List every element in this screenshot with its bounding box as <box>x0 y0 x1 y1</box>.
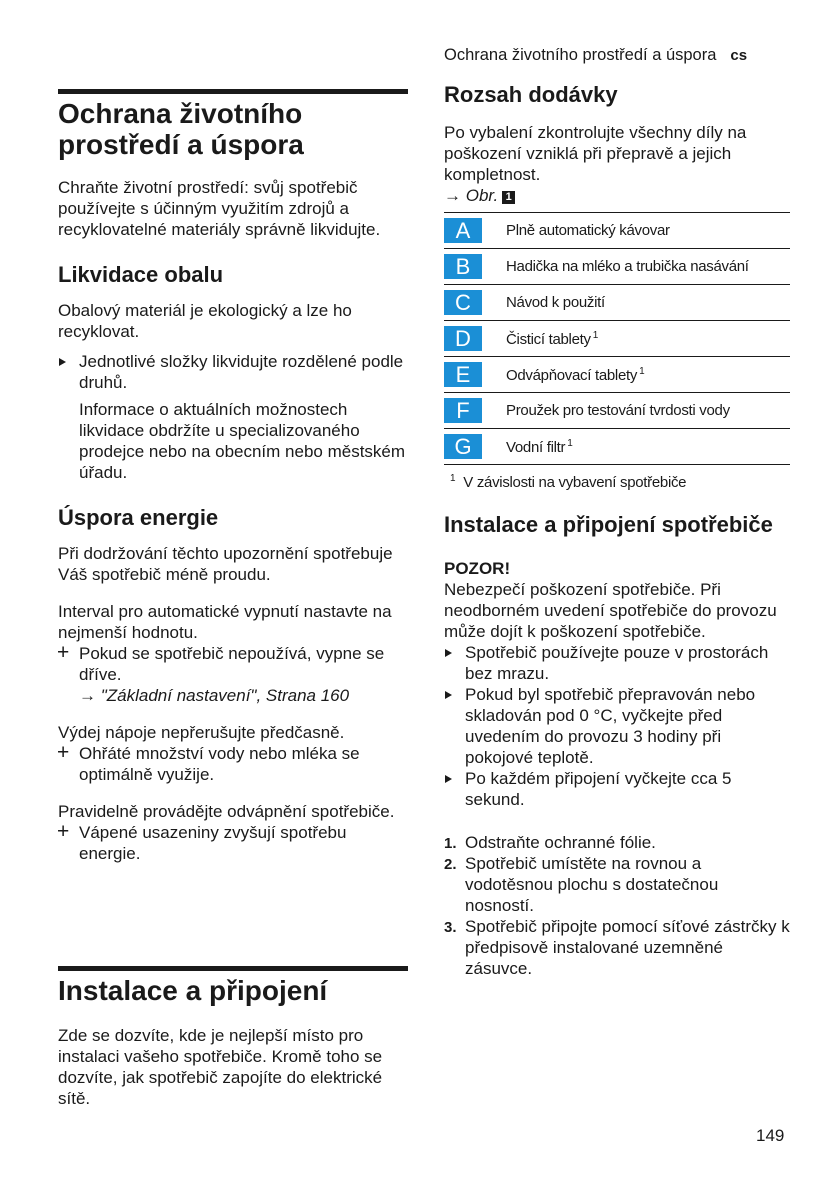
part-description: Plně automatický kávovar <box>506 222 670 239</box>
energy-tip-3: Pravidelně provádějte odvápnění spotřebiče. <box>58 802 395 821</box>
plus-icon: + <box>57 641 70 664</box>
subsection-title-install-connect: Instalace a připojení spotřebiče <box>444 512 773 537</box>
part-footnote-mark: 1 <box>567 437 573 449</box>
part-letter-badge: D <box>444 326 482 351</box>
language-code: cs <box>730 47 748 64</box>
part-description: Vodní filtr <box>506 438 566 456</box>
footnote: $^1$ V závislosti na vybavení spotřebiče <box>450 473 687 491</box>
warning-title: POZOR! <box>444 559 511 578</box>
warning-step: Po každém připojení vyčkejte cca 5 sekund. <box>444 768 790 810</box>
warning-step: Pokud byl spotřebič přepravován nebo skladován pod 0 °C, vyčkejte před uvedením do provozu 3 hodiny při pokojové teplotě. <box>444 684 790 768</box>
install-step: 1. Odstraňte ochranné fólie. <box>444 833 656 852</box>
energy-tip-2: Výdej nápoje nepřerušujte předčasně. <box>58 723 345 742</box>
packaging-step-note: Informace o aktuálních možnostech likvidace obdržíte u specializovaného prodejce nebo na obecním nebo městském úřadu. <box>79 400 406 482</box>
triangle-bullet-icon <box>445 649 452 657</box>
parts-row <box>444 357 790 393</box>
part-letter-badge: E <box>444 362 482 387</box>
parts-table <box>444 212 790 465</box>
energy-tip-2-result: + Ohřáté množství vody nebo mléka se optimálně využije. <box>57 741 360 784</box>
part-description: Návod k použití <box>506 294 605 311</box>
energy-text: Při dodržování těchto upozornění spotřebuje Váš spotřebič méně proudu. <box>58 544 393 584</box>
left-column <box>58 89 408 864</box>
energy-tip-1-reference[interactable]: → "Základní nastavení", Strana 160 <box>79 686 350 705</box>
right-column <box>444 82 790 491</box>
parts-row <box>444 285 790 321</box>
part-letter-badge: A <box>444 218 482 243</box>
part-description: Proužek pro testování tvrdosti vody <box>506 402 730 419</box>
plus-icon: + <box>57 820 70 843</box>
section-rule <box>58 89 408 94</box>
warning-step: Spotřebič používejte pouze v prostorách bez mrazu. <box>444 642 790 684</box>
running-header <box>444 46 747 65</box>
part-description: Odvápňovací tablety <box>506 366 638 384</box>
section-title-environment: Ochrana životního prostředí a úspora <box>58 98 304 160</box>
running-header-title: Ochrana životního prostředí a úspora <box>444 46 717 64</box>
parts-row <box>444 249 790 285</box>
warning-text: Nebezpečí poškození spotřebiče. Při neodborném uvedení spotřebiče do provozu může dojít k poškození spotřebiče. <box>444 580 777 641</box>
packaging-text: Obalový materiál je ekologický a lze ho recyklovat. <box>58 301 352 341</box>
parts-row <box>444 429 790 465</box>
energy-tip-3-result: + Vápené usazeniny zvyšují spotřebu energie. <box>57 820 347 863</box>
step-number: 1. <box>444 835 457 852</box>
packaging-step: Jednotlivé složky likvidujte rozdělené podle druhů. <box>58 351 408 393</box>
figure-number-badge: 1 <box>502 191 515 204</box>
energy-tip-1: Interval pro automatické vypnutí nastavte na nejmenší hodnotu. <box>58 602 392 642</box>
triangle-bullet-icon <box>445 775 452 783</box>
step-number: 3. <box>444 919 457 936</box>
install-step: 2. Spotřebič umístěte na rovnou a vodotěsnou plochu s dostatečnou nosností. <box>444 854 719 915</box>
part-letter-badge: F <box>444 398 482 423</box>
installation-intro: Zde se dozvíte, kde je nejlepší místo pro instalaci vašeho spotřebiče. Kromě toho se dozvíte, jak spotřebič zapojíte do elektrické sítě. <box>58 1026 383 1108</box>
arrow-icon: → <box>79 686 96 705</box>
triangle-bullet-icon <box>445 691 452 699</box>
part-description: Čisticí tablety <box>506 330 591 348</box>
part-footnote-mark: 1 <box>592 329 598 341</box>
installation-section <box>58 966 408 1109</box>
install-connect-section <box>444 512 790 979</box>
section-title-installation: Instalace a připojení <box>58 975 328 1006</box>
environment-intro: Chraňte životní prostředí: svůj spotřebič používejte s účinným využitím zdrojů a recyklovatelné materiály správně likvidujte. <box>58 178 381 239</box>
section-rule <box>58 966 408 971</box>
page-number: 149 <box>756 1126 785 1145</box>
part-footnote-mark: 1 <box>639 365 645 377</box>
subsection-title-energy: Úspora energie <box>58 505 219 530</box>
arrow-icon: → <box>444 186 461 205</box>
footnote-mark: 1 <box>450 473 456 484</box>
step-number: 2. <box>444 856 457 873</box>
figure-reference[interactable]: → Obr. 1 <box>444 185 790 206</box>
parts-row <box>444 321 790 357</box>
parts-row <box>444 393 790 429</box>
part-description: Hadička na mléko a trubička nasávání <box>506 258 749 275</box>
triangle-bullet-icon <box>59 358 66 366</box>
part-letter-badge: C <box>444 290 482 315</box>
subsection-title-packaging: Likvidace obalu <box>58 262 224 287</box>
install-step: 3. Spotřebič připojte pomocí síťové zástrčky k předpisově instalované uzemněné zásuvce. <box>444 917 790 978</box>
energy-tip-1-result: + Pokud se spotřebič nepoužívá, vypne se dříve. → "Základní nastavení", Strana 160 <box>58 643 408 706</box>
plus-icon: + <box>57 741 70 764</box>
part-letter-badge: G <box>444 434 482 459</box>
subsection-title-delivery: Rozsah dodávky <box>444 82 618 107</box>
part-letter-badge: B <box>444 254 482 279</box>
delivery-text: Po vybalení zkontrolujte všechny díly na poškození vzniklá při přepravě a jejich kompletnost. <box>444 123 747 184</box>
parts-row <box>444 213 790 249</box>
